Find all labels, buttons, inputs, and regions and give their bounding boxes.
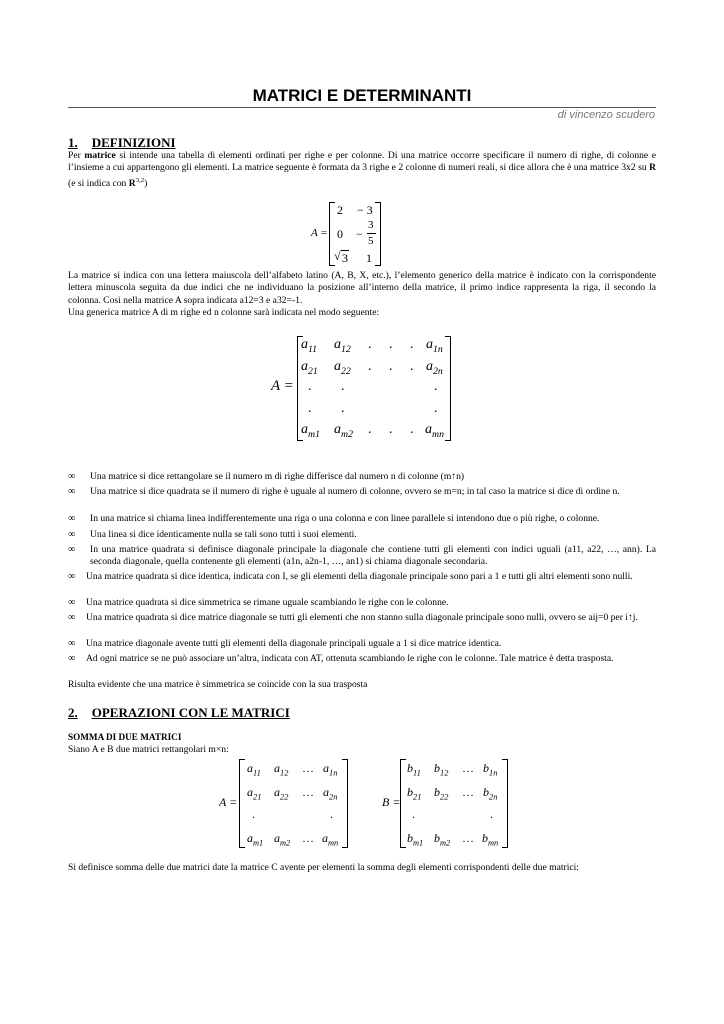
somma-definition: Si definisce somma delle due matrici date la matrice C avente per elementi la somma degli elementi corrispondenti delle due matrici: [68, 862, 579, 873]
list-item: ∞ Una matrice diagonale avente tutti gli elementi della diagonale principali uguale a 1 si dice matrice identica. [68, 638, 502, 649]
matrix-ellipsis: … [302, 761, 314, 775]
matrix-cell: 2 [337, 203, 343, 217]
matrix-cell: $b_{1n}$ [483, 761, 498, 778]
matrix-cell: $a_{12}$ [274, 761, 289, 778]
list-item: ∞ Una matrice si dice rettangolare se il numero m di righe differisce dal numero n di colonne (m↑n) [68, 471, 465, 482]
matrix-cell: 0 [337, 227, 343, 241]
matrix-cell: $b_{12}$ [434, 761, 449, 778]
intro-paragraph: Per matrice si intende una tabella di elementi ordinati per righe e per colonne. Di una matrice occorre specificare il numero di righe, di colonne e l’insieme a cui appartengono gli elementi. La matrice seguente è formata da 3 righe e 2 colonne di numeri reali, si dice allora che è una matrice 3x2 su R (e si indica con R$^{3,2}$) [68, 150, 657, 189]
list-item: ∞ Una matrice quadrata si dice matrice diagonale se tutti gli elementi che non stanno sulla diagonale principale sono nulli, ovvero se aij=0 per i↑j. [68, 612, 638, 623]
matrix-cell: $a_{m1}$ [301, 422, 320, 440]
matrix-dot: . [434, 401, 438, 416]
matrix-dot: . [341, 379, 345, 394]
matrix-cell: $b_{2n}$ [483, 785, 498, 802]
matrix-dot: . [308, 379, 312, 394]
matrix-a-label: A = [311, 227, 328, 239]
title-rule [68, 107, 656, 108]
generic-matrix-label: A = [271, 378, 294, 394]
list-item: ∞ Ad ogni matrice se ne può associare un’altra, indicata con AT, ottenuta scambiando le righe con le colonne. Tale matrice è detta trasposta. [68, 653, 614, 664]
matrix-cell: $b_{m2}$ [434, 831, 451, 848]
matrix-a-mn-label: A = [219, 795, 238, 809]
subheading-somma: SOMMA DI DUE MATRICI [68, 732, 182, 742]
fraction-bar [367, 233, 376, 234]
section-1-heading: 1. DEFINIZIONI [68, 135, 176, 150]
sqrt-symbol: √ [334, 249, 341, 263]
page-title: MATRICI E DETERMINANTI [252, 86, 472, 105]
section-2-heading: 2. OPERAZIONI CON LE MATRICI [68, 705, 290, 720]
left-bracket [400, 759, 406, 848]
matrix-cell: − [356, 227, 363, 241]
matrix-cell: $a_{mn}$ [425, 422, 444, 440]
matrix-ellipsis: … [302, 831, 314, 845]
generic-matrix [268, 334, 458, 442]
matrix-a-example [300, 198, 390, 268]
matrix-dot: . [308, 401, 312, 416]
matrix-cell: $a_{22}$ [334, 359, 351, 377]
matrix-cell: − 3 [357, 203, 373, 217]
matrix-cell: $a_{21}$ [301, 359, 318, 377]
matrix-cell: $a_{2n}$ [323, 785, 338, 802]
matrix-ellipsis: … [462, 831, 474, 845]
matrix-cell: $a_{m2}$ [274, 831, 291, 848]
matrix-cell: $a_{11}$ [247, 761, 261, 778]
matrix-cell: $b_{mn}$ [482, 831, 499, 848]
matrix-dot: . [341, 401, 345, 416]
right-bracket [375, 202, 381, 266]
right-bracket [342, 759, 348, 848]
fraction-numerator: 3 [368, 219, 374, 231]
matrix-cell: 3 [342, 251, 348, 265]
matrix-dot: . [434, 379, 438, 394]
list-item: ∞ Una matrice quadrata si dice identica, indicata con I, se gli elementi della diagonale principale sono pari a 1 e tutti gli altri elementi sono nulli. [68, 571, 633, 582]
matrix-cell: $b_{21}$ [407, 785, 422, 802]
list-item: ∞ In una matrice si chiama linea indifferentemente una riga o una colonna e con linee parallele si intendono due o più righe, o colonne. [68, 513, 600, 524]
matrix-ellipsis: … [462, 761, 474, 775]
matrix-cell: $a_{22}$ [274, 785, 289, 802]
matrix-cell: $b_{11}$ [407, 761, 421, 778]
matrix-cell: 1 [366, 251, 372, 265]
matrix-dot: . [330, 807, 333, 821]
matrix-dot: . [490, 807, 493, 821]
fraction-denominator: 5 [368, 235, 374, 247]
list-item: ∞ Una matrice si dice quadrata se il numero di righe è uguale al numero di colonne, ovvero se m=n; in tal caso la matrice si dice di ordine n. [68, 486, 620, 497]
closing-sentence: Risulta evidente che una matrice è simmetrica se coincide con la sua trasposta [68, 679, 368, 690]
matrix-cell: $a_{11}$ [301, 337, 318, 355]
matrix-cell: $a_{2n}$ [426, 359, 443, 377]
matrix-cell: $b_{22}$ [434, 785, 449, 802]
matrix-ellipsis: … [462, 785, 474, 799]
right-bracket [445, 336, 451, 441]
matrix-dots: . . . [368, 359, 414, 374]
matrix-a-mn [214, 757, 354, 849]
matrix-dots: . . . [368, 422, 414, 437]
matrix-ellipsis: … [302, 785, 314, 799]
matrix-dot: . [252, 807, 255, 821]
left-bracket [239, 759, 245, 848]
author-line: di vincenzo scudero [557, 109, 655, 121]
list-item: ∞ Una matrice quadrata si dice simmetrica se rimane uguale scambiando le righe con le colonne. [68, 597, 449, 608]
matrix-cell: $a_{1n}$ [426, 337, 443, 355]
generic-intro: Una generica matrice A di m righe ed n colonne sarà indicata nel modo seguente: [68, 307, 380, 318]
list-item: ∞ In una matrice quadrata si definisce diagonale principale la diagonale che contiene tutti gli elementi con indici uguali (a11, a22, …, ann). La seconda diagonale, quella contenente gli elementi (a1n, a2n-1, …, an1) si chiama diagonale secondaria. [68, 544, 656, 567]
matrix-cell: $a_{m1}$ [247, 831, 264, 848]
matrix-dot: . [412, 807, 415, 821]
matrix-cell: $a_{1n}$ [323, 761, 338, 778]
matrix-b-mn [378, 757, 518, 849]
matrix-cell: $a_{21}$ [247, 785, 262, 802]
matrix-b-mn-label: B = [382, 795, 401, 809]
matrix-cell: $a_{12}$ [334, 337, 351, 355]
somma-intro: Siano A e B due matrici rettangolari m×n: [68, 744, 229, 755]
definition-paragraph: La matrice si indica con una lettera maiuscola dell’alfabeto latino (A, B, X, etc.), l’elemento generico della matrice è indicato con la corrispondente lettera minuscola seguita da due indici che ne individuano la posizione all’interno della matrice, il primo indice rappresenta la riga, il secondo la colonna. Così nella matrice A sopra indicata a12=3 e a32=-1. [68, 270, 656, 306]
list-item: ∞ Una linea si dice identicamente nulla se tali sono tutti i suoi elementi. [68, 529, 357, 540]
right-bracket [502, 759, 508, 848]
matrix-dots: . . . [368, 337, 414, 352]
matrix-cell: $b_{m1}$ [407, 831, 424, 848]
matrix-cell: $a_{m2}$ [334, 422, 353, 440]
matrix-cell: $a_{mn}$ [322, 831, 339, 848]
